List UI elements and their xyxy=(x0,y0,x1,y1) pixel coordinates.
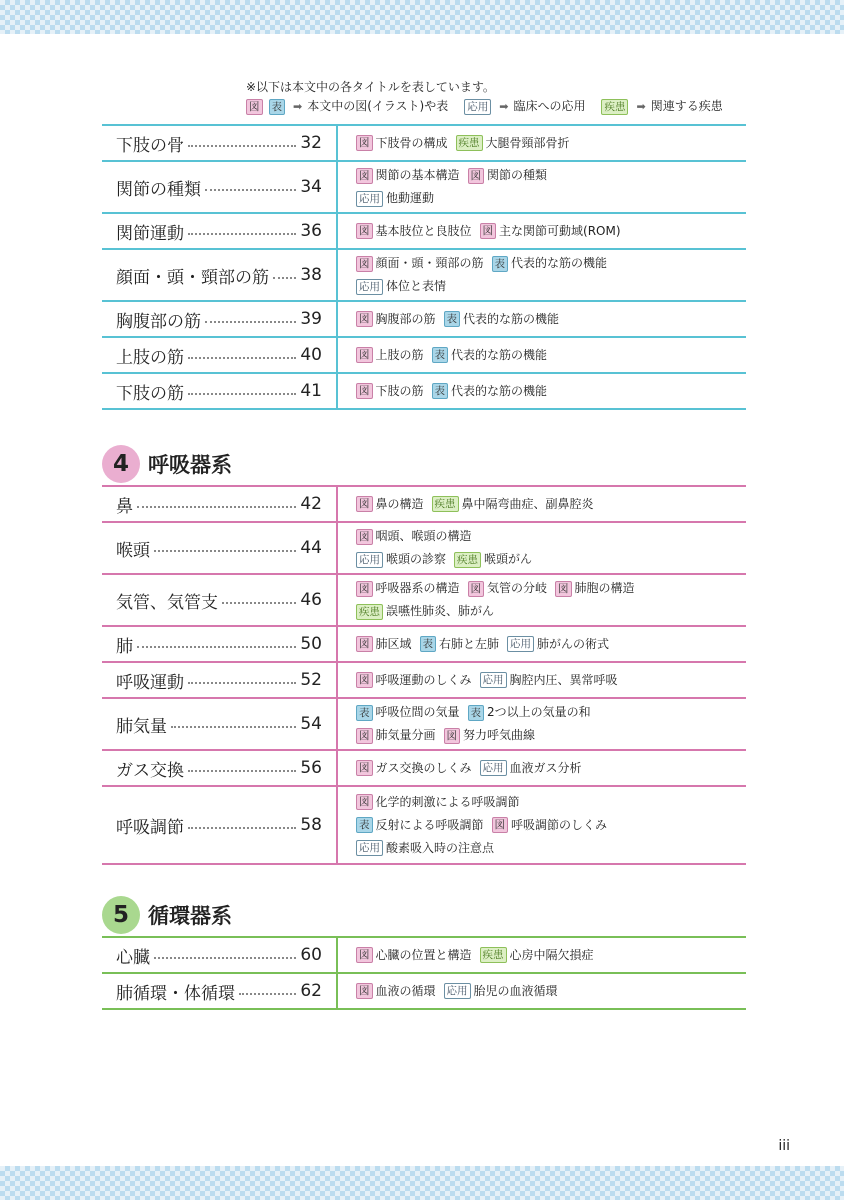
legend-oyo-desc: 臨床への応用 xyxy=(513,99,586,113)
legend-shikkan-tag: 疾患 xyxy=(601,99,628,115)
topic-text: 代表的な筋の機能 xyxy=(511,256,608,270)
legend-key xyxy=(246,97,766,116)
dot-leader xyxy=(137,506,296,508)
topic-item xyxy=(454,552,532,566)
toc-entry-title: ガス交換 xyxy=(116,760,184,781)
dot-leader xyxy=(137,646,296,648)
bottom-pattern-band xyxy=(0,1166,844,1200)
topic-tag-zu: 図 xyxy=(356,135,373,151)
topic-tag-shikkan: 疾患 xyxy=(480,947,507,963)
toc-entry xyxy=(102,338,338,372)
dot-leader xyxy=(188,145,296,147)
toc-entry xyxy=(102,751,338,785)
topic-item xyxy=(356,279,446,293)
chapter-heading-4 xyxy=(102,445,232,483)
toc-row[interactable] xyxy=(102,374,746,410)
topic-item xyxy=(444,984,558,998)
toc-entry-title: 顔面・頭・頸部の筋 xyxy=(116,267,269,288)
topic-tag-zu: 図 xyxy=(356,311,373,327)
topic-item xyxy=(356,529,472,543)
dot-leader xyxy=(154,550,296,552)
toc-entry xyxy=(102,575,338,625)
topic-line xyxy=(356,757,746,780)
topic-text: ガス交換のしくみ xyxy=(375,760,472,775)
topic-item xyxy=(356,604,494,618)
toc-entry-topics xyxy=(338,338,746,372)
dot-leader xyxy=(171,726,296,728)
toc-row[interactable] xyxy=(102,663,746,699)
toc-entry-topics xyxy=(338,787,746,863)
topic-line xyxy=(356,308,746,331)
toc-row[interactable] xyxy=(102,751,746,787)
chapter-title: 循環器系 xyxy=(148,904,232,928)
topic-tag-hyo: 表 xyxy=(444,311,461,327)
toc-entry-title: 肺気量 xyxy=(116,716,167,737)
dot-leader xyxy=(273,277,296,279)
topic-text: 鼻中隔弯曲症、副鼻腔炎 xyxy=(461,496,594,511)
topic-line xyxy=(356,701,746,724)
toc-entry-page: 39 xyxy=(300,309,322,329)
toc-entry-title: 関節の種類 xyxy=(116,179,201,200)
topic-text: 肺区域 xyxy=(375,636,412,651)
topic-line xyxy=(356,132,746,155)
topic-tag-oyo: 応用 xyxy=(356,191,383,207)
topic-text: 上肢の筋 xyxy=(375,347,424,362)
topic-item xyxy=(356,312,436,326)
topic-item xyxy=(356,497,424,511)
chapter-number-badge: 5 xyxy=(102,896,140,934)
toc-section-circulatory xyxy=(102,936,746,1010)
topic-item xyxy=(356,761,472,775)
toc-entry xyxy=(102,787,338,863)
toc-row[interactable] xyxy=(102,338,746,374)
topic-text: 化学的刺激による呼吸調節 xyxy=(375,794,520,809)
topic-text: 代表的な筋の機能 xyxy=(451,383,548,398)
dot-leader xyxy=(188,682,296,684)
topic-text: 関節の基本構造 xyxy=(375,168,460,182)
topic-item xyxy=(356,136,448,150)
topic-tag-hyo: 表 xyxy=(432,383,449,399)
toc-entry-page: 32 xyxy=(300,133,322,153)
topic-text: 他動運動 xyxy=(386,191,435,205)
topic-text: 下肢骨の構成 xyxy=(375,135,448,150)
toc-row[interactable] xyxy=(102,787,746,865)
toc-entry xyxy=(102,663,338,697)
page-number: iii xyxy=(778,1138,790,1154)
topic-tag-zu: 図 xyxy=(356,636,373,652)
toc-entry-page: 60 xyxy=(300,945,322,965)
topic-tag-zu: 図 xyxy=(356,223,373,239)
toc-entry-page: 50 xyxy=(300,634,322,654)
legend xyxy=(246,78,766,116)
toc-entry xyxy=(102,302,338,336)
toc-row[interactable] xyxy=(102,523,746,575)
topic-line xyxy=(356,837,746,860)
dot-leader xyxy=(188,827,296,829)
topic-item xyxy=(356,984,436,998)
topic-text: 大腿骨頸部骨折 xyxy=(485,135,570,150)
toc-entry xyxy=(102,214,338,248)
toc-entry-topics xyxy=(338,627,746,661)
topic-line xyxy=(356,577,746,600)
topic-line xyxy=(356,724,746,747)
topic-item xyxy=(432,348,548,362)
topic-item xyxy=(480,948,594,962)
toc-row[interactable] xyxy=(102,126,746,162)
legend-oyo-tag: 応用 xyxy=(464,99,491,115)
topic-line xyxy=(356,164,746,187)
topic-text: 関節の種類 xyxy=(487,168,548,182)
topic-tag-oyo: 応用 xyxy=(356,279,383,295)
toc-entry-page: 58 xyxy=(300,815,322,835)
dot-leader xyxy=(188,393,296,395)
topic-item xyxy=(356,795,520,809)
topic-item xyxy=(480,761,582,775)
topic-line xyxy=(356,791,746,814)
topic-tag-zu: 図 xyxy=(356,256,373,272)
toc-entry-title: 肺循環・体循環 xyxy=(116,983,235,1004)
toc-entry xyxy=(102,162,338,212)
legend-note: ※以下は本文中の各タイトルを表しています。 xyxy=(246,80,495,94)
topic-item xyxy=(356,224,472,238)
toc-entry-title: 下肢の骨 xyxy=(116,135,184,156)
topic-tag-oyo: 応用 xyxy=(480,760,507,776)
dot-leader xyxy=(188,233,296,235)
topic-item xyxy=(492,256,608,270)
topic-item xyxy=(420,637,500,651)
topic-tag-oyo: 応用 xyxy=(507,636,534,652)
toc-row[interactable] xyxy=(102,699,746,751)
topic-item xyxy=(356,728,436,742)
topic-text: 努力呼気曲線 xyxy=(463,728,536,742)
topic-tag-zu: 図 xyxy=(480,223,497,239)
topic-text: 気管の分岐 xyxy=(487,581,548,595)
topic-tag-zu: 図 xyxy=(356,794,373,810)
topic-item xyxy=(356,348,424,362)
topic-tag-zu: 図 xyxy=(356,347,373,363)
topic-item xyxy=(356,191,434,205)
topic-text: 肺胞の構造 xyxy=(574,581,635,595)
topic-tag-oyo: 応用 xyxy=(444,983,471,999)
topic-line xyxy=(356,275,746,298)
topic-line xyxy=(356,633,746,656)
toc-entry-title: 喉頭 xyxy=(116,540,150,561)
topic-tag-zu: 図 xyxy=(356,947,373,963)
toc-entry xyxy=(102,374,338,408)
topic-text: 右肺と左肺 xyxy=(439,636,500,651)
toc-entry-topics xyxy=(338,751,746,785)
toc-entry xyxy=(102,938,338,972)
toc-entry-title: 関節運動 xyxy=(116,223,184,244)
toc-entry-title: 下肢の筋 xyxy=(116,383,184,404)
toc-entry-topics xyxy=(338,162,746,212)
topic-item xyxy=(555,581,635,595)
topic-text: 体位と表情 xyxy=(386,279,447,293)
toc-entry-topics xyxy=(338,699,746,749)
toc-section-musculoskeletal xyxy=(102,124,746,410)
topic-text: 血液の循環 xyxy=(375,983,436,998)
topic-item xyxy=(468,168,548,182)
toc-entry-page: 46 xyxy=(300,590,322,610)
topic-item xyxy=(356,384,424,398)
topic-text: 呼吸調節のしくみ xyxy=(511,817,608,832)
toc-entry-page: 42 xyxy=(300,494,322,514)
topic-text: 喉頭がん xyxy=(484,552,533,566)
dot-leader xyxy=(205,189,296,191)
topic-text: 肺がんの術式 xyxy=(537,636,610,651)
dot-leader xyxy=(205,321,296,323)
topic-line xyxy=(356,344,746,367)
toc-entry xyxy=(102,250,338,300)
topic-item xyxy=(456,136,570,150)
arrow-icon: ➡ xyxy=(636,100,646,113)
dot-leader xyxy=(239,993,296,995)
toc-entry-title: 気管、気管支 xyxy=(116,592,218,613)
toc-entry-page: 62 xyxy=(300,981,322,1001)
topic-item xyxy=(444,728,536,742)
topic-line xyxy=(356,493,746,516)
toc-entry-topics xyxy=(338,302,746,336)
topic-line xyxy=(356,944,746,967)
topic-tag-zu: 図 xyxy=(444,728,461,744)
legend-zu-tag: 図 xyxy=(246,99,263,115)
topic-tag-zu: 図 xyxy=(356,581,373,597)
topic-tag-hyo: 表 xyxy=(492,256,509,272)
topic-tag-hyo: 表 xyxy=(432,347,449,363)
toc-entry-title: 呼吸調節 xyxy=(116,817,184,838)
topic-tag-zu: 図 xyxy=(356,983,373,999)
topic-tag-oyo: 応用 xyxy=(356,552,383,568)
toc-row[interactable] xyxy=(102,250,746,302)
toc-entry-title: 呼吸運動 xyxy=(116,672,184,693)
topic-tag-hyo: 表 xyxy=(420,636,437,652)
topic-text: 胸腔内圧、異常呼吸 xyxy=(509,672,618,687)
topic-tag-zu: 図 xyxy=(356,728,373,744)
toc-entry-topics xyxy=(338,575,746,625)
topic-line xyxy=(356,525,746,548)
dot-leader xyxy=(222,602,296,604)
topic-item xyxy=(356,948,472,962)
topic-item xyxy=(356,841,494,855)
topic-text: 心房中隔欠損症 xyxy=(509,947,594,962)
topic-text: 咽頭、喉頭の構造 xyxy=(375,529,472,543)
toc-entry xyxy=(102,699,338,749)
toc-entry-title: 心臓 xyxy=(116,947,150,968)
toc-row[interactable] xyxy=(102,487,746,523)
dot-leader xyxy=(154,957,296,959)
topic-item xyxy=(356,552,446,566)
topic-item xyxy=(356,637,412,651)
topic-item xyxy=(432,497,594,511)
toc-row[interactable] xyxy=(102,302,746,338)
toc-row[interactable] xyxy=(102,214,746,250)
topic-text: 代表的な筋の機能 xyxy=(451,347,548,362)
topic-tag-zu: 図 xyxy=(468,581,485,597)
topic-item xyxy=(468,581,548,595)
topic-item xyxy=(356,818,484,832)
topic-item xyxy=(444,312,560,326)
toc-entry xyxy=(102,487,338,521)
toc-entry-page: 34 xyxy=(300,177,322,197)
topic-line xyxy=(356,814,746,837)
dot-leader xyxy=(188,770,296,772)
toc-entry-title: 肺 xyxy=(116,636,133,657)
arrow-icon: ➡ xyxy=(499,100,509,113)
chapter-number-badge: 4 xyxy=(102,445,140,483)
dot-leader xyxy=(188,357,296,359)
legend-hyo-tag: 表 xyxy=(269,99,286,115)
topic-text: 胸腹部の筋 xyxy=(375,311,436,326)
chapter-title: 呼吸器系 xyxy=(148,453,232,477)
topic-line xyxy=(356,669,746,692)
toc-entry xyxy=(102,126,338,160)
top-pattern-band xyxy=(0,0,844,34)
topic-line xyxy=(356,600,746,623)
topic-item xyxy=(356,256,484,270)
toc-entry-topics xyxy=(338,663,746,697)
topic-text: 呼吸器系の構造 xyxy=(375,581,460,595)
topic-line xyxy=(356,187,746,210)
topic-item xyxy=(356,673,472,687)
toc-row[interactable] xyxy=(102,627,746,663)
topic-item xyxy=(356,168,460,182)
topic-item xyxy=(480,673,618,687)
legend-zu-hyo-desc: 本文中の図(イラスト)や表 xyxy=(307,99,449,113)
toc-entry-title: 上肢の筋 xyxy=(116,347,184,368)
topic-text: 下肢の筋 xyxy=(375,383,424,398)
toc-entry-topics xyxy=(338,250,746,300)
toc-entry-title: 鼻 xyxy=(116,496,133,517)
toc-entry-page: 44 xyxy=(300,538,322,558)
chapter-heading-5 xyxy=(102,896,232,934)
topic-item xyxy=(492,818,608,832)
topic-text: 代表的な筋の機能 xyxy=(463,311,560,326)
topic-item xyxy=(356,581,460,595)
legend-shikkan-desc: 関連する疾患 xyxy=(650,99,723,113)
toc-entry-topics xyxy=(338,974,746,1008)
topic-text: 喉頭の診察 xyxy=(386,552,447,566)
topic-text: 酸素吸入時の注意点 xyxy=(386,840,495,855)
topic-tag-zu: 図 xyxy=(555,581,572,597)
toc-entry xyxy=(102,974,338,1008)
topic-item xyxy=(356,705,460,719)
topic-line xyxy=(356,252,746,275)
topic-tag-oyo: 応用 xyxy=(356,840,383,856)
topic-item xyxy=(432,384,548,398)
topic-tag-zu: 図 xyxy=(356,496,373,512)
topic-item xyxy=(468,705,591,719)
topic-tag-zu: 図 xyxy=(356,529,373,545)
topic-text: 基本肢位と良肢位 xyxy=(375,223,472,238)
topic-item xyxy=(507,637,609,651)
topic-line xyxy=(356,548,746,571)
toc-entry-topics xyxy=(338,126,746,160)
toc-entry xyxy=(102,627,338,661)
toc-entry-topics xyxy=(338,374,746,408)
topic-tag-zu: 図 xyxy=(356,168,373,184)
toc-row[interactable] xyxy=(102,938,746,974)
toc-entry-page: 56 xyxy=(300,758,322,778)
topic-tag-oyo: 応用 xyxy=(480,672,507,688)
topic-item xyxy=(480,224,621,238)
topic-text: 鼻の構造 xyxy=(375,496,424,511)
topic-text: 肺気量分画 xyxy=(375,728,436,742)
topic-line xyxy=(356,220,746,243)
topic-tag-shikkan: 疾患 xyxy=(454,552,481,568)
toc-entry-page: 40 xyxy=(300,345,322,365)
topic-line xyxy=(356,380,746,403)
topic-tag-zu: 図 xyxy=(468,168,485,184)
toc-entry-page: 38 xyxy=(300,265,322,285)
topic-tag-zu: 図 xyxy=(356,672,373,688)
toc-entry xyxy=(102,523,338,573)
arrow-icon: ➡ xyxy=(293,100,303,113)
topic-tag-zu: 図 xyxy=(356,760,373,776)
toc-entry-topics xyxy=(338,487,746,521)
toc-entry-page: 41 xyxy=(300,381,322,401)
topic-tag-shikkan: 疾患 xyxy=(356,604,383,620)
topic-line xyxy=(356,980,746,1003)
topic-text: 呼吸運動のしくみ xyxy=(375,672,472,687)
toc-row[interactable] xyxy=(102,974,746,1010)
toc-entry-page: 54 xyxy=(300,714,322,734)
topic-text: 誤嚥性肺炎、肺がん xyxy=(386,604,495,618)
topic-text: 血液ガス分析 xyxy=(509,760,582,775)
topic-text: 顔面・頭・頸部の筋 xyxy=(375,256,484,270)
toc-entry-page: 36 xyxy=(300,221,322,241)
topic-text: 呼吸位間の気量 xyxy=(375,705,460,719)
topic-text: 心臓の位置と構造 xyxy=(375,947,472,962)
topic-tag-hyo: 表 xyxy=(356,817,373,833)
toc-entry-topics xyxy=(338,214,746,248)
topic-text: 反射による呼吸調節 xyxy=(375,817,484,832)
toc-entry-page: 52 xyxy=(300,670,322,690)
topic-tag-shikkan: 疾患 xyxy=(456,135,483,151)
toc-entry-topics xyxy=(338,938,746,972)
toc-entry-topics xyxy=(338,523,746,573)
toc-row[interactable] xyxy=(102,575,746,627)
topic-tag-zu: 図 xyxy=(492,817,509,833)
topic-text: 2つ以上の気量の和 xyxy=(487,705,591,719)
toc-row[interactable] xyxy=(102,162,746,214)
topic-tag-hyo: 表 xyxy=(468,705,485,721)
toc-section-respiratory xyxy=(102,485,746,865)
topic-tag-shikkan: 疾患 xyxy=(432,496,459,512)
toc-entry-title: 胸腹部の筋 xyxy=(116,311,201,332)
topic-tag-zu: 図 xyxy=(356,383,373,399)
topic-text: 主な関節可動域(ROM) xyxy=(499,223,621,238)
topic-text: 胎児の血液循環 xyxy=(473,983,558,998)
topic-tag-hyo: 表 xyxy=(356,705,373,721)
